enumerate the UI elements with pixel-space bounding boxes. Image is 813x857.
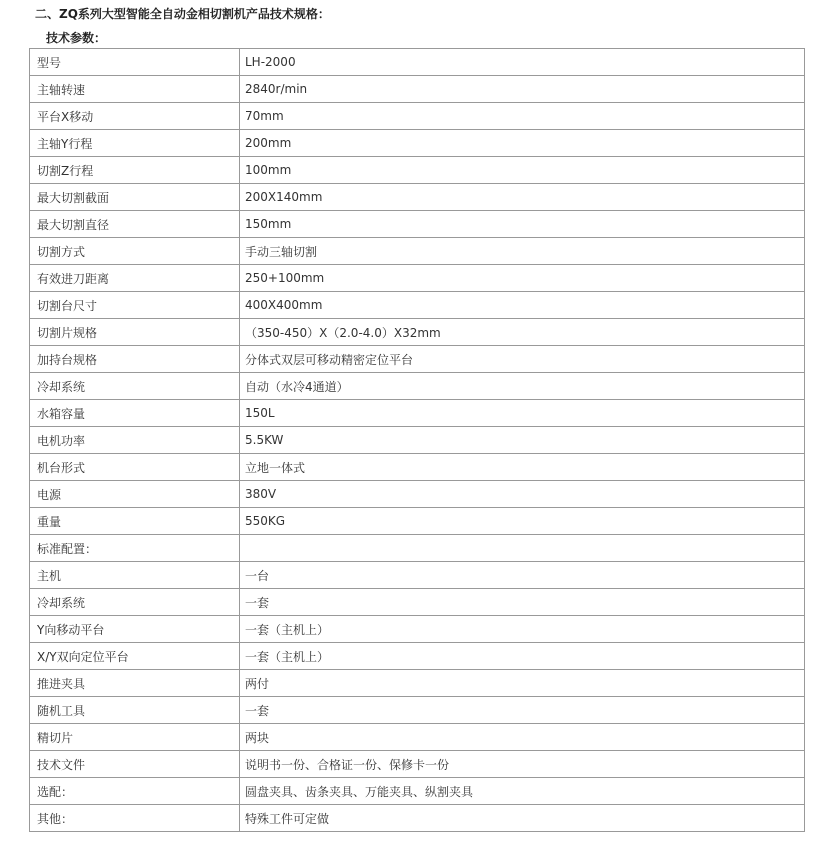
spec-value: 立地一体式 xyxy=(240,454,805,481)
spec-value: 一套（主机上） xyxy=(240,616,805,643)
spec-value: 特殊工件可定做 xyxy=(240,805,805,832)
spec-value: 150L xyxy=(240,400,805,427)
table-row xyxy=(30,400,805,427)
spec-value: 说明书一份、合格证一份、保修卡一份 xyxy=(240,751,805,778)
spec-label: 有效进刀距离 xyxy=(30,265,240,292)
table-row xyxy=(30,211,805,238)
spec-table xyxy=(29,48,805,832)
spec-label: 冷却系统 xyxy=(30,589,240,616)
spec-label: 标准配置： xyxy=(30,535,240,562)
table-row xyxy=(30,751,805,778)
spec-label: 切割台尺寸 xyxy=(30,292,240,319)
table-row xyxy=(30,238,805,265)
table-row xyxy=(30,292,805,319)
spec-value: 150mm xyxy=(240,211,805,238)
spec-value: 一套 xyxy=(240,589,805,616)
spec-label: 最大切割直径 xyxy=(30,211,240,238)
spec-value: 550KG xyxy=(240,508,805,535)
spec-value: 分体式双层可移动精密定位平台 xyxy=(240,346,805,373)
spec-label: 冷却系统 xyxy=(30,373,240,400)
spec-label: 型号 xyxy=(30,49,240,76)
spec-label: 选配： xyxy=(30,778,240,805)
section-heading: 二、ZQ系列大型智能全自动金相切割机产品技术规格： xyxy=(35,7,330,21)
table-row xyxy=(30,103,805,130)
spec-label: 机台形式 xyxy=(30,454,240,481)
spec-label: 主轴Y行程 xyxy=(30,130,240,157)
spec-label: 切割片规格 xyxy=(30,319,240,346)
spec-label: 切割方式 xyxy=(30,238,240,265)
table-row xyxy=(30,508,805,535)
table-row xyxy=(30,130,805,157)
spec-value: 两付 xyxy=(240,670,805,697)
spec-label: 切割Z行程 xyxy=(30,157,240,184)
table-row xyxy=(30,724,805,751)
spec-label: Y向移动平台 xyxy=(30,616,240,643)
spec-value: 70mm xyxy=(240,103,805,130)
spec-value: 5.5KW xyxy=(240,427,805,454)
spec-label: 技术文件 xyxy=(30,751,240,778)
table-row xyxy=(30,346,805,373)
table-row xyxy=(30,778,805,805)
spec-value: LH-2000 xyxy=(240,49,805,76)
table-row xyxy=(30,49,805,76)
table-row xyxy=(30,184,805,211)
spec-label: 主机 xyxy=(30,562,240,589)
table-row xyxy=(30,454,805,481)
spec-value: （350-450）X（2.0-4.0）X32mm xyxy=(240,319,805,346)
spec-value: 250+100mm xyxy=(240,265,805,292)
spec-label: 电源 xyxy=(30,481,240,508)
spec-value: 200X140mm xyxy=(240,184,805,211)
table-row xyxy=(30,643,805,670)
spec-value: 两块 xyxy=(240,724,805,751)
table-row xyxy=(30,616,805,643)
table-row xyxy=(30,670,805,697)
table-row xyxy=(30,427,805,454)
spec-label: 最大切割截面 xyxy=(30,184,240,211)
table-row xyxy=(30,265,805,292)
spec-value: 200mm xyxy=(240,130,805,157)
spec-value xyxy=(240,535,805,562)
table-row xyxy=(30,589,805,616)
table-row xyxy=(30,319,805,346)
spec-value: 一套 xyxy=(240,697,805,724)
spec-value: 100mm xyxy=(240,157,805,184)
table-row xyxy=(30,481,805,508)
spec-value: 自动（水冷4通道） xyxy=(240,373,805,400)
table-row xyxy=(30,562,805,589)
spec-label: 精切片 xyxy=(30,724,240,751)
table-row xyxy=(30,373,805,400)
spec-label: 平台X移动 xyxy=(30,103,240,130)
spec-value: 一台 xyxy=(240,562,805,589)
spec-label: 水箱容量 xyxy=(30,400,240,427)
table-row xyxy=(30,697,805,724)
spec-label: 主轴转速 xyxy=(30,76,240,103)
table-row xyxy=(30,157,805,184)
spec-label: 重量 xyxy=(30,508,240,535)
spec-value: 手动三轴切割 xyxy=(240,238,805,265)
spec-value: 380V xyxy=(240,481,805,508)
spec-value: 圆盘夹具、齿条夹具、万能夹具、纵割夹具 xyxy=(240,778,805,805)
spec-label: 随机工具 xyxy=(30,697,240,724)
table-row xyxy=(30,76,805,103)
spec-label: 加持台规格 xyxy=(30,346,240,373)
spec-label: 电机功率 xyxy=(30,427,240,454)
spec-label: 其他： xyxy=(30,805,240,832)
spec-label: 推进夹具 xyxy=(30,670,240,697)
spec-value: 2840r/min xyxy=(240,76,805,103)
table-row xyxy=(30,805,805,832)
spec-table-body xyxy=(30,49,805,832)
spec-value: 400X400mm xyxy=(240,292,805,319)
spec-label: X/Y双向定位平台 xyxy=(30,643,240,670)
table-row xyxy=(30,535,805,562)
subsection-heading: 技术参数： xyxy=(46,31,107,45)
spec-value: 一套（主机上） xyxy=(240,643,805,670)
